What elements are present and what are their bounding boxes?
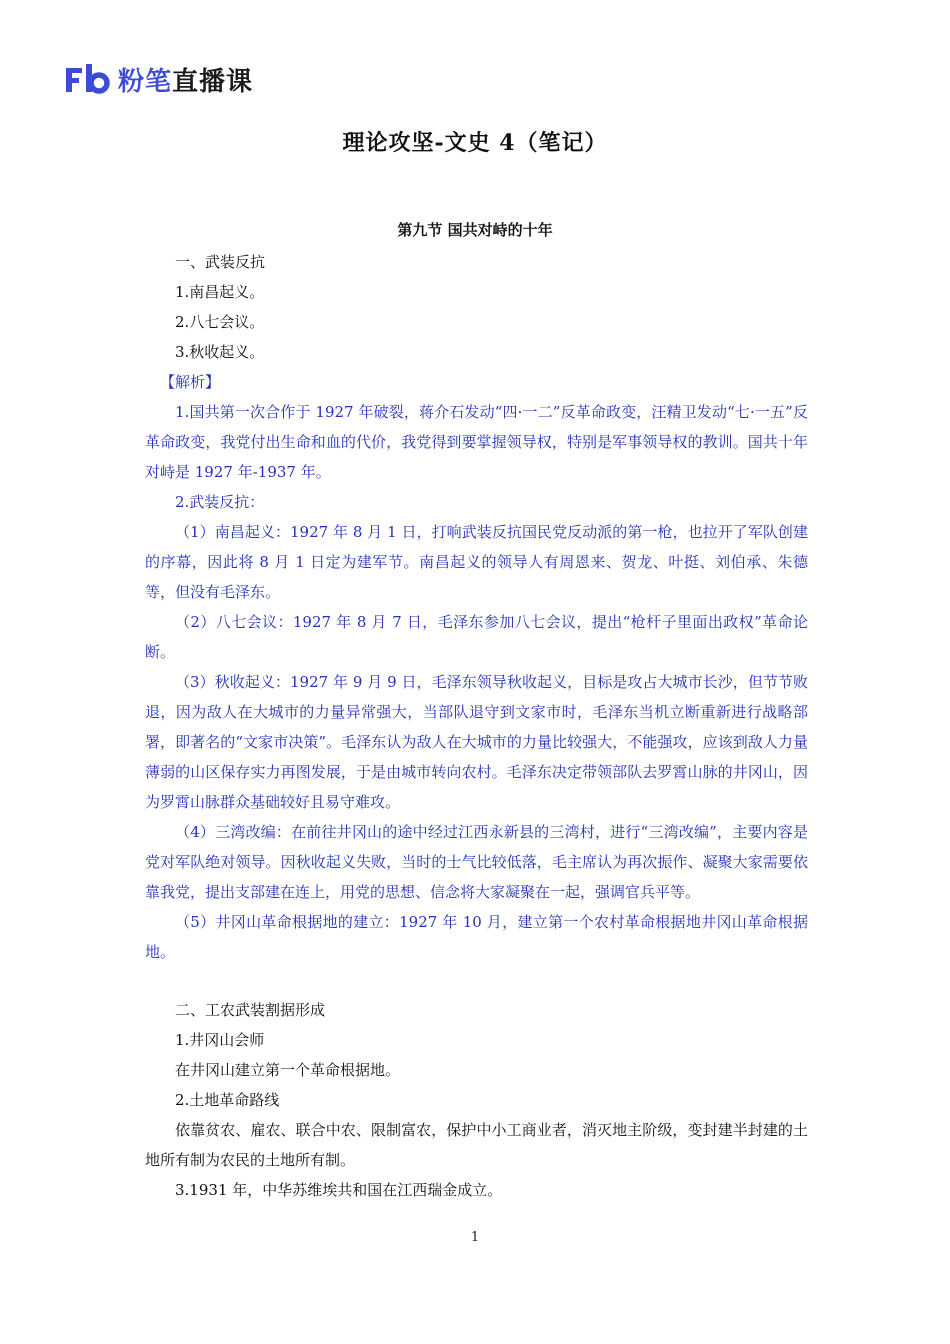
document-title: 理论攻坚-文史 4（笔记） (342, 130, 608, 156)
logo-prefix: 粉笔 (118, 66, 173, 97)
list-item: 2.八七会议。 (175, 313, 265, 331)
analysis-paragraph: （5）井冈山革命根据地的建立：1927 年 10 月，建立第一个农村革命根据地井冈山革命根据地。 (145, 913, 808, 961)
analysis-paragraph: （4）三湾改编：在前往井冈山的途中经过江西永新县的三湾村，进行“三湾改编”，主要内容是党对军队绝对领导。因秋收起义失败，当时的士气比较低落，毛主席认为再次振作、凝聚大家需要依靠我党，提出支部建在连上，用党的思想、信念将大家凝聚在一起，强调官兵平等。 (145, 823, 808, 901)
spacer (145, 967, 808, 995)
heading-1: 一、武装反抗 (175, 253, 266, 271)
analysis-paragraph: （3）秋收起义：1927 年 9 月 9 日，毛泽东领导秋收起义，目标是攻占大城市长沙，但节节败退，因为敌人在大城市的力量异常强大，当部队退守到文家市时，毛泽东当机立断重新进行战略部署，即著名的“文家市决策”。毛泽东认为敌人在大城市的力量比较强大，不能强攻，应该到敌人力量薄弱的山区保存实力再图发展，于是由城市转向农村。毛泽东决定带领部队去罗霄山脉的井冈山，因为罗霄山脉群众基础较好且易守难攻。 (145, 673, 808, 811)
paragraph: 在井冈山建立第一个革命根据地。 (175, 1061, 401, 1079)
analysis-paragraph: 1.国共第一次合作于 1927 年破裂，蒋介石发动“四·一二”反革命政变，汪精卫发动“七·一五”反革命政变，我党付出生命和血的代价，我党得到要掌握领导权，特别是军事领导权的教训。国共十年对峙是 1927 年-1937 年。 (145, 403, 808, 481)
logo-text (118, 61, 253, 98)
fb-logo-icon (66, 64, 110, 94)
section-title: 第九节 国共对峙的十年 (397, 221, 553, 239)
analysis-subheading: 2.武装反抗： (175, 493, 265, 511)
list-item: 1.井冈山会师 (175, 1031, 265, 1049)
heading-2: 二、工农武装割据形成 (175, 1001, 326, 1019)
analysis-paragraph: （1）南昌起义：1927 年 8 月 1 日，打响武装反抗国民党反动派的第一枪，也拉开了军队创建的序幕，因此将 8 月 1 日定为建军节。南昌起义的领导人有周恩来、贺龙、叶挺、刘伯承、朱德等，但没有毛泽东。 (145, 523, 808, 601)
list-item: 3.秋收起义。 (175, 343, 265, 361)
list-item: 3.1931 年，中华苏维埃共和国在江西瑞金成立。 (175, 1181, 503, 1199)
analysis-paragraph: （2）八七会议：1927 年 8 月 7 日，毛泽东参加八七会议，提出“枪杆子里面出政权”革命论断。 (145, 613, 808, 661)
list-item: 1.南昌起义。 (175, 283, 265, 301)
brand-logo (66, 62, 253, 96)
list-item: 2.土地革命路线 (175, 1091, 280, 1109)
paragraph: 依靠贫农、雇农、联合中农、限制富农，保护中小工商业者，消灭地主阶级，变封建半封建的土地所有制为农民的土地所有制。 (145, 1121, 808, 1169)
document-body (145, 247, 808, 1205)
page-number: 1 (470, 1230, 480, 1245)
analysis-label: 【解析】 (160, 373, 221, 391)
logo-suffix: 直播课 (172, 66, 254, 97)
